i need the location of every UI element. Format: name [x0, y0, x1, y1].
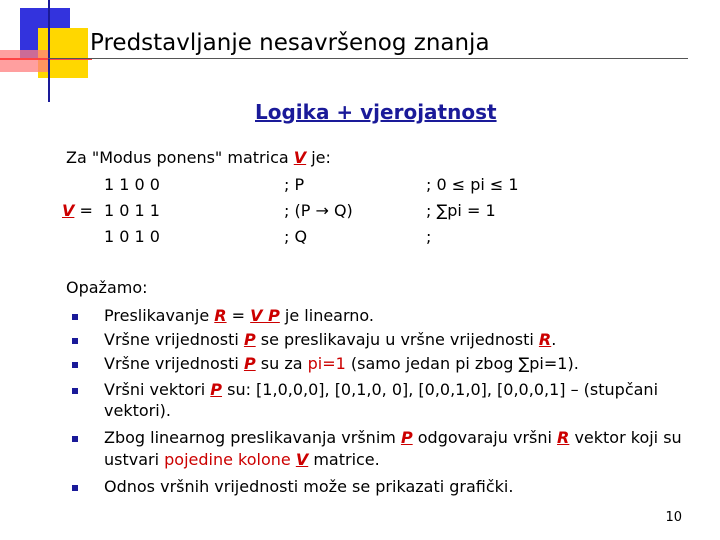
matrix-row-1-comment: ; P	[284, 175, 305, 194]
bullet-icon	[72, 485, 78, 491]
slide-title: Predstavljanje nesavršenog znanja	[90, 30, 490, 56]
matrix-row-2-values: 1 0 1 1	[104, 201, 160, 220]
observation-2: Vršne vrijednosti P se preslikavaju u vršne vrijednosti R.	[104, 330, 557, 349]
matrix-row-2-comment: ; (P → Q)	[284, 201, 353, 220]
bullet-icon	[72, 436, 78, 442]
observation-5-line-1: Zbog linearnog preslikavanja vršnim P odgovaraju vršni R vektor koji su	[104, 428, 682, 447]
title-underline	[48, 58, 688, 59]
observation-5-line-2: ustvari pojedine kolone V matrice.	[104, 450, 380, 469]
matrix-intro-prefix: Za "Modus ponens" matrica	[66, 148, 294, 167]
slide-subtitle: Logika + vjerojatnost	[255, 100, 497, 124]
decor-vertical-line	[48, 0, 50, 102]
matrix-label-eq: =	[74, 201, 93, 220]
bullet-icon	[72, 314, 78, 320]
matrix-row-3-note: ;	[426, 227, 432, 246]
bullet-icon	[72, 388, 78, 394]
observation-3: Vršne vrijednosti P su za pi=1 (samo jedan pi zbog ∑pi=1).	[104, 354, 579, 373]
bullet-icon	[72, 338, 78, 344]
observation-6: Odnos vršnih vrijednosti može se prikazati grafički.	[104, 477, 514, 496]
decor-pink-bar	[0, 50, 50, 72]
matrix-label	[62, 201, 93, 221]
matrix-intro-var: V	[293, 148, 307, 167]
matrix-row-2-note: ; ∑pi = 1	[426, 201, 496, 220]
observation-4-line-1: Vršni vektori P su: [1,0,0,0], [0,1,0, 0], [0,0,1,0], [0,0,0,1] – (stupčani	[104, 380, 659, 399]
matrix-row-1-values: 1 1 0 0	[104, 175, 160, 194]
matrix-intro-suffix: je:	[306, 148, 331, 167]
observations-heading: Opažamo:	[66, 278, 148, 297]
matrix-intro	[66, 148, 331, 168]
matrix-row-3-comment: ; Q	[284, 227, 308, 246]
matrix-row-1-note: ; 0 ≤ pi ≤ 1	[426, 175, 519, 194]
matrix-row-3-values: 1 0 1 0	[104, 227, 160, 246]
page-number: 10	[665, 510, 682, 525]
matrix-label-var: V	[62, 201, 75, 220]
bullet-icon	[72, 362, 78, 368]
observation-1: Preslikavanje R = V P je linearno.	[104, 306, 375, 325]
observation-4-line-2: vektori).	[104, 401, 171, 420]
